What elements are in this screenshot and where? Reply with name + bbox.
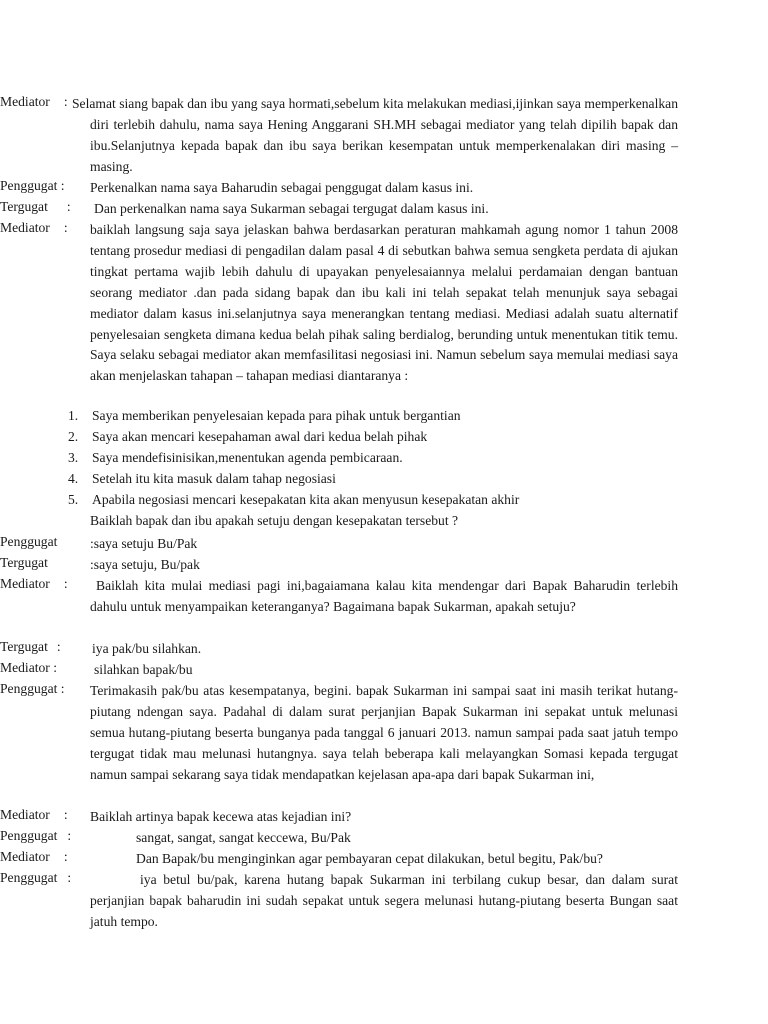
speaker-label: Penggugat : — [0, 870, 72, 885]
dialogue-text: Dan Bapak/bu menginginkan agar pembayaran cepat dilakukan, betul begitu, Pak/bu? — [136, 851, 603, 866]
dialogue-text: Baiklah kita mulai mediasi pagi ini,bagaiamana kalau kita mendengar dari Bapak Baharudin terlebih dahulu untuk menyampaikan keteranganya? Bagaimana bapak Sukarman, apakah setuju? — [90, 578, 678, 614]
speaker-label: Mediator : — [0, 849, 68, 864]
speaker-label: Penggugat : — [0, 828, 72, 843]
dialogue-text: iya pak/bu silahkan. — [92, 641, 202, 656]
list-text: Apabila negosiasi mencari kesepakatan kita akan menyusun kesepakatan akhir — [92, 492, 520, 507]
mediator-question: Baiklah bapak dan ibu apakah setuju dengan kesepakatan tersebut ? — [90, 513, 459, 528]
list-number: 2. — [68, 429, 79, 444]
dialogue-text: Terimakasih pak/bu atas kesempatanya, begini. bapak Sukarman ini sampai saat ini masih terikat hutang-piutang ndengan saya. Padahal di dalam surat perjanjian Bapak Sukarman ini sepakat untuk melunasi semua hutang-piutang beserta bunganya pada tanggal 6 januari 2013. namun sampai pada saat jatuh tempo tergugat tidak mau melunasi hutangnya. saya telah beberapa kali melayangkan Somasi kepada tergugat namun sampai sekarang saya tidak mendapatkan kejelasan apa-apa dari bapak Sukarman ini, — [90, 683, 678, 782]
dialogue-text: iya betul bu/pak, karena hutang bapak Sukarman ini terbilang cukup besar, dan dalam surat perjanjian bapak baharudin ini sudah sepakat untuk segera melunasi hutang-piutang beserta Bungan saat jatuh tempo. — [90, 872, 678, 929]
speaker-label: Penggugat : — [0, 178, 65, 193]
speaker-label: Mediator : — [0, 576, 68, 591]
dialogue-text: baiklah langsung saja saya jelaskan bahwa berdasarkan peraturan mahkamah agung nomor 1 tahun 2008 tentang prosedur mediasi di pengadilan dalam pasal 4 di sebutkan bahwa semua sengketa perdata di ajukan tingkat pertama wajib lebih dahulu di upayakan penyelesaiannya melalui perdamaian dengan bantuan seorang mediator .dan pada sidang bapak dan ibu kali ini telah sepakat telah menunjuk saya sebagai mediator dalam kasus ini.selanjutnya saya menerangkan tentang mediasi. Mediasi adalah suatu alternatif penyelesaian sengketa dimana kedua belah pihak saling berdialog, berunding untuk menentukan titik temu. Saya selaku sebagai mediator akan memfasilitasi negosiasi ini. Namun sebelum saya memulai mediasi saya akan menjelaskan tahapan – tahapan mediasi diantaranya : — [90, 222, 678, 384]
list-number: 5. — [68, 492, 79, 507]
list-number: 1. — [68, 408, 79, 423]
dialogue-text: Perkenalkan nama saya Baharudin sebagai penggugat dalam kasus ini. — [90, 180, 474, 195]
dialogue-text: Dan perkenalkan nama saya Sukarman sebagai tergugat dalam kasus ini. — [94, 201, 489, 216]
speaker-label: Mediator : — [0, 660, 58, 675]
list-text: Setelah itu kita masuk dalam tahap negosiasi — [92, 471, 336, 486]
speaker-label: Tergugat — [0, 555, 48, 570]
dialogue-text: :saya setuju, Bu/pak — [90, 557, 200, 572]
speaker-label: Tergugat : — [0, 199, 71, 214]
speaker-label: Mediator : — [0, 94, 68, 109]
dialogue-text: silahkan bapak/bu — [94, 662, 193, 677]
dialogue-text: Baiklah artinya bapak kecewa atas kejadian ini? — [90, 809, 352, 824]
speaker-label: Penggugat : — [0, 681, 65, 696]
list-number: 3. — [68, 450, 79, 465]
speaker-label: Tergugat : — [0, 639, 61, 654]
list-text: Saya mendefisinisikan,menentukan agenda pembicaraan. — [92, 450, 403, 465]
list-text: Saya akan mencari kesepahaman awal dari kedua belah pihak — [92, 429, 428, 444]
dialogue-text: sangat, sangat, sangat keccewa, Bu/Pak — [136, 830, 351, 845]
speaker-label: Mediator : — [0, 807, 68, 822]
dialogue-text: Selamat siang bapak dan ibu yang saya hormati,sebelum kita melakukan mediasi,ijinkan saya memperkenalkan diri terlebih dahulu, nama saya Hening Anggarani SH.MH sebagai mediator yang telah dipilih bapak dan ibu.Selanjutnya kepada bapak dan ibu saya berikan kesempatan untuk memperkenalakan diri masing – masing. — [72, 96, 678, 174]
speaker-label: Penggugat — [0, 534, 58, 549]
list-text: Saya memberikan penyelesaian kepada para pihak untuk bergantian — [92, 408, 461, 423]
speaker-label: Mediator : — [0, 220, 68, 235]
dialogue-text: :saya setuju Bu/Pak — [90, 536, 198, 551]
list-number: 4. — [68, 471, 79, 486]
